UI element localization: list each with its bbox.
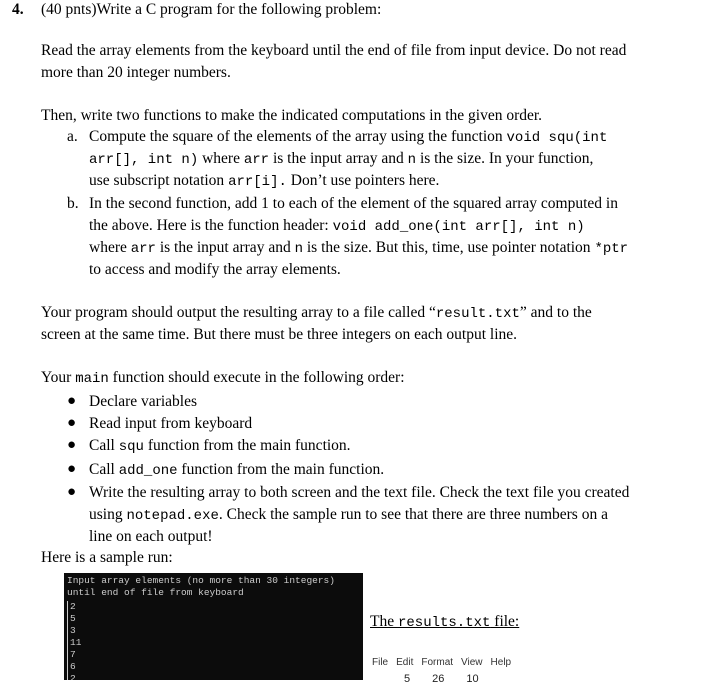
menu-edit[interactable]: Edit: [396, 657, 414, 668]
bullet-icon: ●: [67, 415, 77, 431]
item-a-text: is the input array and: [269, 150, 408, 167]
code-snippet: n: [407, 152, 417, 168]
output-text: ” and to the: [519, 304, 592, 321]
item-b-line-2: [89, 217, 585, 235]
console-input-line: 2: [70, 673, 76, 680]
code-snippet: main: [75, 371, 109, 387]
bullet-item-call-add-one: [89, 461, 384, 479]
code-snippet: results.txt: [397, 615, 491, 631]
console-prompt-line: Input array elements (no more than 30 integers): [67, 575, 335, 586]
code-snippet: arr: [243, 152, 270, 168]
code-snippet: add_one: [118, 463, 178, 479]
menu-file[interactable]: File: [372, 657, 389, 668]
question-header: (40 pnts)Write a C program for the following problem:: [41, 1, 382, 18]
item-b-text: the above. Here is the function header:: [89, 217, 333, 234]
bullet-item-write-line-3: line on each output!: [89, 528, 213, 545]
code-snippet: n: [294, 241, 303, 257]
item-a-text: Compute the square of the elements of the array using the function: [89, 128, 507, 145]
console-input-line: 2: [70, 601, 76, 612]
bullet-text: function from the main function.: [143, 437, 351, 454]
bullet-item-call-squ: [89, 437, 351, 455]
main-order-text: Your: [41, 369, 76, 386]
bullet-text: . Check the sample run to see that there are three numbers on a: [218, 506, 608, 523]
item-a-text: use subscript notation: [89, 172, 229, 189]
code-snippet: *ptr: [594, 241, 629, 257]
item-b-text: where: [89, 239, 131, 256]
main-order-lead: [41, 369, 405, 387]
item-b-line-1: In the second function, add 1 to each of the element of the squared array computed in: [89, 195, 618, 212]
notepad-value: 26: [432, 673, 445, 685]
code-snippet: void add_one(int arr[], int n): [332, 219, 585, 235]
code-snippet: squ: [118, 439, 144, 455]
results-label-text: file:: [490, 613, 520, 630]
item-a-text: Don’t use pointers here.: [286, 172, 440, 189]
functions-lead: Then, write two functions to make the indicated computations in the given order.: [41, 107, 543, 124]
item-b-text: is the input array and: [155, 239, 295, 256]
notepad-content-partial: [404, 673, 479, 685]
item-a-text: is the size. In your function,: [416, 150, 594, 167]
main-order-text: function should execute in the following order:: [108, 369, 405, 386]
sample-run-lead: Here is a sample run:: [41, 549, 173, 566]
menu-format[interactable]: Format: [421, 657, 454, 668]
console-caret: [67, 601, 68, 680]
console-input-line: 3: [70, 625, 76, 636]
code-snippet: notepad.exe: [126, 508, 219, 524]
item-a-line-3: [89, 172, 439, 190]
notepad-menubar: [372, 657, 511, 668]
output-line-1: [41, 304, 592, 322]
code-snippet: void squ(int: [506, 130, 608, 146]
results-label-text: The: [370, 613, 398, 630]
bullet-text: Call: [89, 461, 119, 478]
question-number: 4.: [12, 1, 24, 18]
bullet-item-write-line-1: Write the resulting array to both screen and the text file. Check the text file you created: [89, 484, 630, 501]
console-screenshot: [64, 573, 363, 680]
item-a-marker: a.: [67, 128, 78, 145]
notepad-value: 5: [404, 673, 411, 685]
item-b-marker: b.: [67, 195, 79, 212]
notepad-value: 10: [466, 673, 479, 685]
code-snippet: arr[i].: [228, 174, 287, 190]
bullet-item-read: Read input from keyboard: [89, 415, 253, 432]
output-text: Your program should output the resulting array to a file called “: [41, 304, 436, 321]
code-snippet: arr[], int n): [89, 152, 199, 168]
results-file-label: [370, 613, 519, 631]
console-prompt-line: until end of file from keyboard: [67, 587, 244, 598]
item-a-text: where: [198, 150, 244, 167]
menu-help[interactable]: Help: [490, 657, 512, 668]
intro-line-1: Read the array elements from the keyboard until the end of file from input device. Do not read: [41, 42, 627, 59]
bullet-item-write-line-2: [89, 506, 608, 524]
bullet-text: Call: [89, 437, 119, 454]
bullet-icon: ●: [67, 461, 77, 477]
console-input-line: 11: [70, 637, 82, 648]
console-input-line: 5: [70, 613, 76, 624]
bullet-icon: ●: [67, 393, 77, 409]
item-a-line-2: [89, 150, 593, 168]
bullet-icon: ●: [67, 484, 77, 500]
item-b-line-4: to access and modify the array elements.: [89, 261, 341, 278]
bullet-text: function from the main function.: [177, 461, 385, 478]
item-a-line-1: [89, 128, 607, 146]
code-snippet: arr: [130, 241, 156, 257]
bullet-item-declare: Declare variables: [89, 393, 198, 410]
bullet-icon: ●: [67, 437, 77, 453]
intro-line-2: more than 20 integer numbers.: [41, 64, 231, 81]
menu-view[interactable]: View: [461, 657, 483, 668]
console-input-line: 6: [70, 661, 76, 672]
output-line-2: screen at the same time. But there must be three integers on each output line.: [41, 326, 518, 343]
bullet-text: using: [89, 506, 127, 523]
console-input-line: 7: [70, 649, 76, 660]
code-snippet: result.txt: [435, 306, 520, 322]
item-b-text: is the size. But this, time, use pointer notation: [302, 239, 595, 256]
item-b-line-3: [89, 239, 628, 257]
